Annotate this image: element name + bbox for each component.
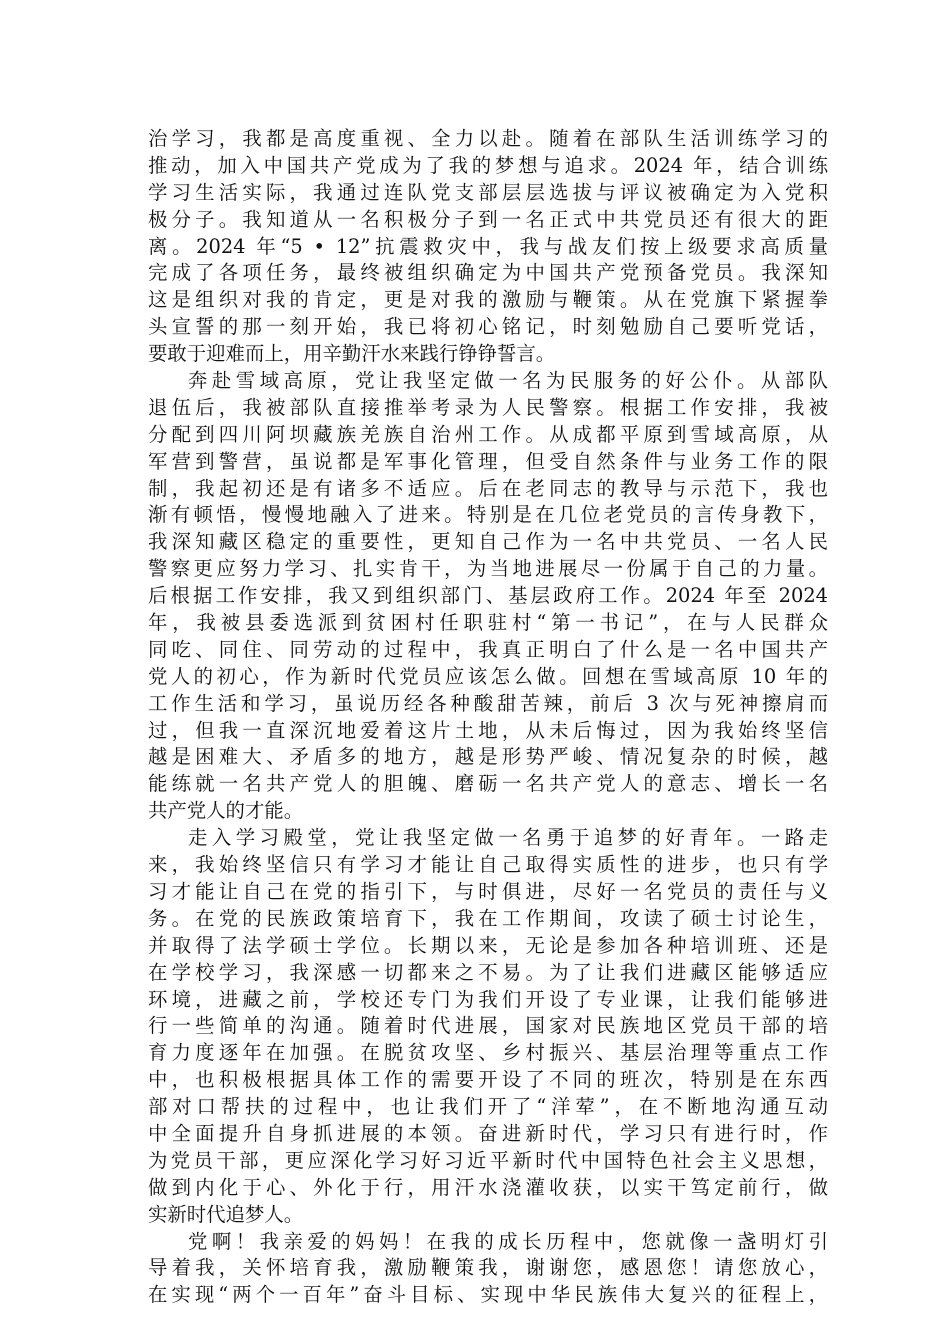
text-line: 治学习，我都是高度重视、全力以赴。随着在部队生活训练学习的 <box>148 127 828 150</box>
text-line: 后根据工作安排，我又到组织部门、基层政府工作。2024 年至 2024 <box>148 584 828 608</box>
text-line: 务。在党的民族政策培育下，我在工作期间，攻读了硕士讨论生， <box>148 906 828 930</box>
text-line: 中，也积极根据具体工作的需要开设了不同的班次，特别是在东西 <box>148 1068 828 1092</box>
text-line: 同吃、同住、同劳动的过程中，我真正明白了什么是一名中国共产 <box>148 637 828 661</box>
text-line: 做到内化于心、外化于行，用汗水浇灌收获，以实干笃定前行，做 <box>148 1175 828 1199</box>
paragraph-last-line: 共产党人的才能。 <box>148 799 304 823</box>
text-line: 部对口帮扶的过程中，也让我们开了“洋荤”，在不断地沟通互动 <box>148 1095 828 1119</box>
text-line: 并取得了法学硕士学位。长期以来，无论是参加各种培训班、还是 <box>148 933 828 957</box>
text-line: 环境，进藏之前，学校还专门为我们开设了专业课，让我们能够进 <box>148 987 828 1011</box>
text-line: 制，我起初还是有诸多不适应。后在老同志的教导与示范下，我也 <box>148 476 828 500</box>
text-line: 极分子。我知道从一名积极分子到一名正式中共党员还有很大的距 <box>148 207 828 231</box>
text-line: 退伍后，我被部队直接推举考录为人民警察。根据工作安排，我被 <box>148 395 828 419</box>
text-line: 军营到警营，虽说都是军事化管理，但受自然条件与业务工作的限 <box>148 449 828 473</box>
text-line: 行一些简单的沟通。随着时代进展，国家对民族地区党员干部的培 <box>148 1014 828 1038</box>
text-line: 越是困难大、矛盾多的地方，越是形势严峻、情况复杂的时候，越 <box>148 745 828 769</box>
text-line: 渐有顿悟，慢慢地融入了进来。特别是在几位老党员的言传身教下， <box>148 503 828 527</box>
text-line: 习才能让自己在党的指引下，与时俱进，尽好一名党员的责任与义 <box>148 879 828 903</box>
paragraph-first-line: 奔赴雪域高原，党让我坚定做一名为民服务的好公仆。从部队 <box>188 369 828 393</box>
text-line: 学习生活实际，我通过连队党支部层层选拔与评议被确定为入党积 <box>148 180 828 204</box>
text-line: 在学校学习，我深感一切都来之不易。为了让我们进藏区能够适应 <box>148 960 828 984</box>
text-line: 党人的初心，作为新时代党员应该怎么做。回想在雪域高原 10 年的 <box>148 664 828 688</box>
text-line: 离。2024 年“5 • 12”抗震救灾中，我与战友们按上级要求高质量 <box>148 234 828 258</box>
text-line: 我深知藏区稳定的重要性，更知自己作为一名中共党员、一名人民 <box>148 530 828 554</box>
paragraph-first-line: 党啊！我亲爱的妈妈！在我的成长历程中，您就像一盏明灯引 <box>188 1229 828 1253</box>
text-line: 工作生活和学习，虽说历经各种酸甜苦辣，前后 3 次与死神擦肩而 <box>148 691 828 715</box>
text-line: 育力度逐年在加强。在脱贫攻坚、乡村振兴、基层治理等重点工作 <box>148 1041 828 1065</box>
paragraph-last-line: 实新时代追梦人。 <box>148 1202 304 1226</box>
document-body <box>148 126 828 1309</box>
text-line: 为党员干部，更应深化学习好习近平新时代中国特色社会主义思想， <box>148 1148 828 1172</box>
text-line: 中全面提升自身抓进展的本领。奋进新时代，学习只有进行时，作 <box>148 1121 828 1145</box>
text-line: 导着我，关怀培育我，激励鞭策我，谢谢您，感恩您！请您放心， <box>148 1256 828 1280</box>
text-line: 能练就一名共产党人的胆魄、磨砺一名共产党人的意志、增长一名 <box>148 772 828 796</box>
text-line: 在实现“两个一百年”奋斗目标、实现中华民族伟大复兴的征程上， <box>148 1283 828 1307</box>
text-line: 过，但我一直深沉地爱着这片土地，从未后悔过，因为我始终坚信 <box>148 718 828 742</box>
text-line: 头宣誓的那一刻开始，我已将初心铭记，时刻勉励自己要听党话， <box>148 315 828 339</box>
text-line: 年，我被县委选派到贫困村任职驻村“第一书记”，在与人民群众 <box>148 611 828 635</box>
paragraph-last-line: 要敢于迎难而上，用辛勤汗水来践行铮铮誓言。 <box>148 342 556 366</box>
text-line: 分配到四川阿坝藏族羌族自治州工作。从成都平原到雪域高原，从 <box>148 422 828 446</box>
text-line: 这是组织对我的肯定，更是对我的激励与鞭策。从在党旗下紧握拳 <box>148 288 828 312</box>
text-line: 警察更应努力学习、扎实肯干，为当地进展尽一份属于自己的力量。 <box>148 557 828 581</box>
text-line: 完成了各项任务，最终被组织确定为中国共产党预备党员。我深知 <box>148 261 828 285</box>
text-line: 推动，加入中国共产党成为了我的梦想与追求。2024 年，结合训练 <box>148 153 828 177</box>
text-line: 来，我始终坚信只有学习才能让自己取得实质性的进步，也只有学 <box>148 853 828 877</box>
paragraph-first-line: 走入学习殿堂，党让我坚定做一名勇于追梦的好青年。一路走 <box>188 826 828 850</box>
